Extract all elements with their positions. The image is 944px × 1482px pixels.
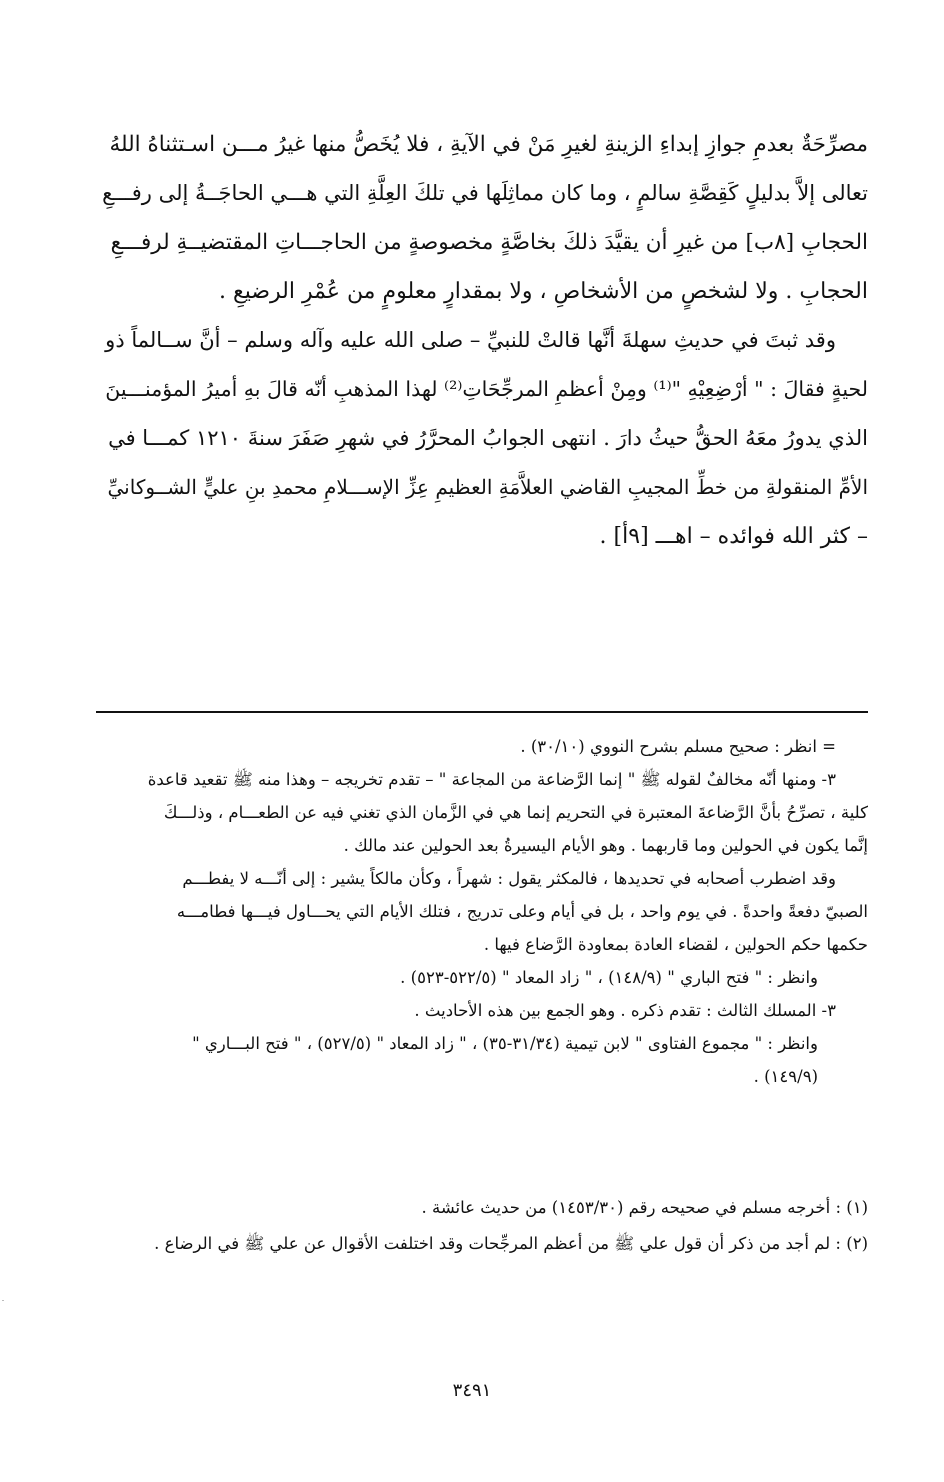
- note-line: إنَّما يكون في الحولين وما قاربهما . وهو الأيام اليسيرةُ بعد الحولين عند مالك .: [343, 836, 868, 855]
- note-line: (١٤٩/٩) .: [753, 1067, 818, 1086]
- note-line: وقد اضطرب أصحابه في تحديدها ، فالمكثر يقول : شهراً ، وكأن مالكاً يشير : إلى أنّـــه لا يفطـــم: [182, 869, 836, 888]
- main-line: لحيةٍ فقالَ : " أرْضِعِيْهِ "⁽¹⁾ ومِنْ أعظمِ المرجِّحَاتِ⁽²⁾ لهذا المذهبِ أنّه قالَ بهِ أميرُ المؤمنـــينَ: [105, 377, 868, 401]
- scan-speck: [2, 1300, 4, 1301]
- main-line: الحجابِ . ولا لشخصٍ من الأشخاصِ ، ولا بمقدارٍ معلومٍ من عُمْرِ الرضيعِ .: [219, 279, 868, 304]
- main-line: الأمِّ المنقولةِ من خطِّ المجيبِ القاضي العلاَّمَةِ العظيمِ عِزِّ الإســـلامِ محمدِ بنِ عليٍّ الشــوكانيِّ: [107, 475, 868, 499]
- note-line: = انظر : صحيح مسلم بشرح النووي (٣٠/١٠) .: [520, 737, 836, 756]
- page-number: ٣٤٩١: [452, 1380, 492, 1401]
- continued-notes: [96, 730, 868, 1093]
- footnotes: [96, 1190, 868, 1262]
- main-line: الذي يدورُ معَهُ الحقُّ حيثُ دارَ . انتهى الجوابُ المحرَّرُ في شهرِ صَفَرَ سنةَ ١٢١٠ كمـــا في: [108, 426, 868, 450]
- note-line: ٣- ومنها أنّه مخالفٌ لقوله ﷺ " إنما الرَّضاعة من المجاعة " – تقدم تخريجه – وهذا منه ﷺ تقعيد قاعدة: [147, 770, 836, 789]
- main-line: – كثر الله فوائده – اهـــ [٩أ] .: [599, 524, 868, 549]
- main-line: وقد ثبتَ في حديثِ سهلةَ أنَّها قالتْ للنبيِّ – صلى الله عليه وآله وسلم – أنَّ ســالماً ذو: [105, 328, 836, 352]
- note-line: الصبيّ دفعةً واحدةً . في يوم واحد ، بل في أيام وعلى تدريج ، فتلك الأيام التي يحـــاول فيـــها فطامـــه: [176, 902, 868, 921]
- main-line: مصرِّحَةٌ بعدمِ جوازِ إبداءِ الزينةِ لغيرِ مَنْ في الآيةِ ، فلا يُخَصُّ منها غيرُ مـــن اسـتثناهُ اللهُ: [109, 132, 868, 157]
- footnote-separator: [96, 711, 868, 713]
- main-line: الحجابِ [٨ب] من غيرِ أن يقيَّدَ ذلكَ بخاصَّةٍ مخصوصةٍ من الحاجـــاتِ المقتضيــةِ لرفـــعِ: [110, 230, 868, 255]
- footnote-2: (٢) : لم أجد من ذكر أن قول علي ﷺ من أعظم المرجِّحات وقد اختلفت الأقوال عن علي ﷺ في الرضاع .: [154, 1234, 868, 1253]
- note-line: وانظر : " مجموع الفتاوى " لابن تيمية (٣١/٣٤-٣٥) ، " زاد المعاد " (٥٢٧/٥) ، " فتح البـــاري ": [192, 1034, 818, 1053]
- note-line: وانظر : " فتح الباري " (١٤٨/٩) ، " زاد المعاد " (٥٢٢/٥-٥٢٣) .: [400, 968, 818, 987]
- note-line: حكمها حكم الحولين ، لقضاء العادة بمعاودة الرَّضاع فيها .: [483, 935, 868, 954]
- main-text: [96, 120, 868, 561]
- footnote-1: (١) : أخرجه مسلم في صحيحه رقم (١٤٥٣/٣٠) من حديث عائشة .: [421, 1198, 868, 1217]
- main-line: تعالى إلاَّ بدليلٍ كَقِصَّةِ سالمٍ ، وما كان مماثِلَها في تلكَ العِلَّةِ التي هـــي الحاجَــةُ إلى رفـــعِ: [102, 181, 868, 205]
- note-line: ٣- المسلك الثالث : تقدم ذكره . وهو الجمع بين هذه الأحاديث .: [414, 1001, 836, 1020]
- note-line: كلية ، تصرِّحُ بأنَّ الرَّضاعةَ المعتبرة في التحريم إنما هي في الزَّمان الذي تغني فيه عن الطعـــام ، وذلـــكَ: [163, 803, 868, 822]
